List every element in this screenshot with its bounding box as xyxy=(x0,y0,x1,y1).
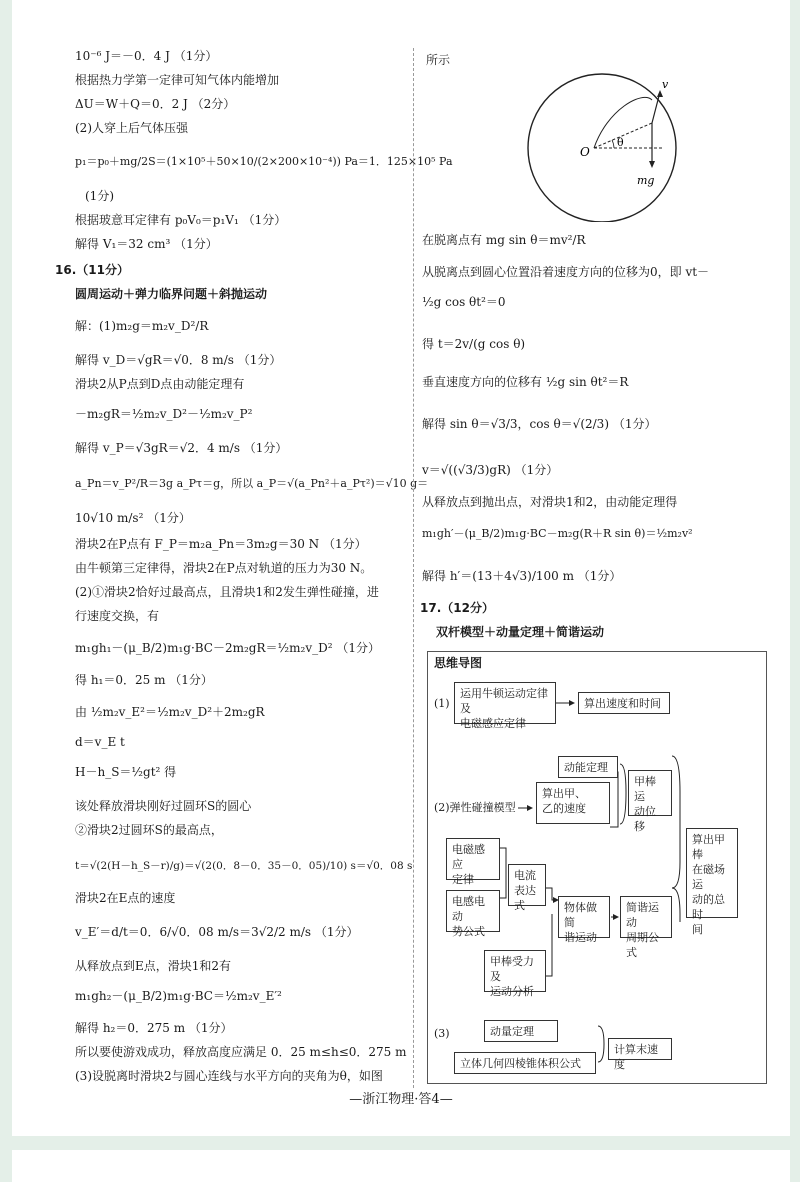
text-line: 10√10 m/s² （1分） xyxy=(75,511,191,525)
final-speed-box xyxy=(608,1038,672,1071)
circle-figure xyxy=(502,70,692,222)
label-theta: θ xyxy=(617,136,624,149)
current-expression-box xyxy=(508,864,546,912)
formula-line: m₁gh′－(μ_B/2)m₁g·BC－m₂g(R＋R sin θ)＝½m₂v² xyxy=(422,527,693,540)
page-footer: —浙江物理·答4— xyxy=(349,1092,453,1107)
box-line: 势公式 xyxy=(452,925,485,938)
box-line: 电流 xyxy=(514,869,536,882)
energy-theorem-box xyxy=(558,756,618,778)
geometry-formula-box xyxy=(454,1052,596,1074)
text-line: 根据热力学第一定律可知气体内能增加 xyxy=(75,73,280,87)
box-line: 简谐运动 xyxy=(626,901,659,929)
box-line: 电感电动 xyxy=(452,895,485,923)
formula-line: v_E′＝d/t＝0．6/√0．08 m/s＝3√2/2 m/s （1分） xyxy=(75,925,359,939)
total-time-box xyxy=(686,828,738,936)
box-line: 动位移 xyxy=(634,805,656,833)
part-1-label: (1) xyxy=(434,697,450,710)
box-line: 物体做简 xyxy=(564,901,597,929)
box-line: 乙的速度 xyxy=(542,802,586,815)
text-line: 滑块2在P点有 F_P＝m₂a_Pn＝3m₂g＝30 N （1分） xyxy=(75,537,367,551)
text-line: (3)设脱离时滑块2与圆心连线与水平方向的夹角为θ，如图 xyxy=(75,1069,383,1083)
text-line: 从释放点到抛出点，对滑块1和2，由动能定理得 xyxy=(422,495,678,509)
formula-line: 解得 h′＝(13＋4√3)/100 m （1分） xyxy=(422,569,622,583)
text-line: 根据玻意耳定律有 p₀V₀＝p₁V₁ （1分） xyxy=(75,213,287,227)
text-line: 滑块2在E点的速度 xyxy=(75,891,176,905)
box-line: 电磁感应定律 xyxy=(460,717,526,730)
box-line: 算出甲棒 xyxy=(692,833,725,861)
box-line: 算出甲、 xyxy=(542,787,586,800)
text-line: 滑块2从P点到D点由动能定理有 xyxy=(75,377,245,391)
emf-formula-box xyxy=(446,890,500,938)
box-line: 动能定理 xyxy=(564,761,608,774)
em-induction-box xyxy=(446,838,500,886)
formula-line: m₁gh₁－(μ_B/2)m₁g·BC－2m₂gR＝½m₂v_D² （1分） xyxy=(75,641,380,655)
box-line: 动量定理 xyxy=(490,1025,534,1038)
mind-map xyxy=(427,651,767,1084)
question-17-label: 17.（12分） xyxy=(420,601,494,615)
column-divider xyxy=(413,48,414,1088)
speed-time-result-box xyxy=(578,692,670,714)
text-line: 从释放点到E点，滑块1和2有 xyxy=(75,959,232,973)
formula-line: p₁＝p₀＋mg/2S＝(1×10⁵＋50×10/(2×200×10⁻⁴)) Pa＝1．125×10⁵ Pa xyxy=(75,155,453,168)
box-line: 定律 xyxy=(452,873,474,886)
box-line: 计算末速度 xyxy=(614,1043,658,1071)
box-line: 在磁场运 xyxy=(692,863,725,891)
question-17-topic: 双杆模型＋动量定理＋简谐运动 xyxy=(436,625,605,639)
force-analysis-box xyxy=(484,950,546,998)
box-line: 电磁感应 xyxy=(452,843,485,871)
text-line: 从脱离点到圆心位置沿着速度方向的位移为0，即 vt－ xyxy=(422,265,710,279)
text-line: 所以要使游戏成功，释放高度应满足 0．25 m≤h≤0．275 m xyxy=(75,1045,407,1059)
momentum-theorem-box xyxy=(484,1020,558,1042)
text-line: 解得 h₂＝0．275 m （1分） xyxy=(75,1021,233,1035)
label-v: v xyxy=(662,78,669,91)
question-16-label: 16.（11分） xyxy=(55,263,129,277)
text-line: 该处释放滑块刚好过圆环S的圆心 xyxy=(75,799,252,813)
newton-law-box xyxy=(454,682,556,730)
text-line: (2)人穿上后气体压强 xyxy=(75,121,188,135)
formula-line: 得 t＝2v/(g cos θ) xyxy=(422,337,526,351)
part-3-label: (3) xyxy=(434,1027,450,1040)
formula-line: m₁gh₂－(μ_B/2)m₁g·BC＝½m₂v_E′² xyxy=(75,989,282,1003)
text-line: 解得 v_D＝√gR＝√0．8 m/s （1分） xyxy=(75,353,282,367)
text-line: 10⁻⁶ J＝－0．4 J （1分） xyxy=(75,49,218,63)
box-line: 间 xyxy=(692,923,703,936)
text-line: 解得 v_P＝√3gR＝√2．4 m/s （1分） xyxy=(75,441,288,455)
formula-line: ½g cos θt²＝0 xyxy=(422,295,506,309)
formula-line: －m₂gR＝½m₂v_D²－½m₂v_P² xyxy=(75,407,253,421)
part-2-label: (2)弹性碰撞模型 xyxy=(434,801,516,814)
text-line: (2)①滑块2恰好过最高点，且滑块1和2发生弹性碰撞，进 xyxy=(75,585,379,599)
formula-line: 垂直速度方向的位移有 ½g sin θt²＝R xyxy=(422,375,629,389)
formula-line: 由 ½m₂v_E²＝½m₂v_D²＋2m₂gR xyxy=(75,705,265,719)
formula-line: a_Pn＝v_P²/R＝3g a_Pτ＝g，所以 a_P＝√(a_Pn²＋a_Pτ²)＝√10 g＝ xyxy=(75,477,429,490)
box-line: 运动分析 xyxy=(490,985,534,998)
speed-result-box xyxy=(536,782,610,824)
text-line: ΔU＝W＋Q＝0．2 J （2分） xyxy=(75,97,236,111)
text-line: 得 h₁＝0．25 m （1分） xyxy=(75,673,213,687)
text-line: 解得 V₁＝32 cm³ （1分） xyxy=(75,237,218,251)
formula-line: t＝√(2(H－h_S－r)/g)＝√(2(0．8－0．35－0．05)/10) s＝√0．08 s xyxy=(75,860,413,872)
period-formula-box xyxy=(620,896,672,959)
formula-line: v＝√((√3/3)gR) （1分） xyxy=(422,463,559,477)
shm-box xyxy=(558,896,610,944)
displacement-box xyxy=(628,770,672,833)
label-mg: mg xyxy=(637,174,655,187)
box-line: 周期公式 xyxy=(626,931,659,959)
next-page-edge xyxy=(12,1150,790,1182)
box-line: 甲棒运 xyxy=(634,775,656,803)
box-line: 运用牛顿运动定律及 xyxy=(460,687,548,715)
mind-map-title: 思维导图 xyxy=(434,656,483,670)
formula-line: H－h_S＝½gt² 得 xyxy=(75,765,177,779)
box-line: 算出速度和时间 xyxy=(584,697,661,710)
box-line: 谐运动 xyxy=(564,931,597,944)
text-line: ②滑块2过圆环S的最高点， xyxy=(75,823,223,837)
text-line: (1分) xyxy=(85,189,114,203)
text-line: 由牛顿第三定律得，滑块2在P点对轨道的压力为30 N。 xyxy=(75,561,373,575)
formula-line: 解得 sin θ＝√3/3，cos θ＝√(2/3) （1分） xyxy=(422,417,657,431)
formula-line: 解：(1)m₂g＝m₂v_D²/R xyxy=(75,319,209,333)
box-line: 甲棒受力及 xyxy=(490,955,534,983)
text-line: d＝v_E t xyxy=(75,735,125,749)
answer-page xyxy=(12,0,790,1136)
text-line: 所示 xyxy=(426,53,451,67)
box-line: 表达式 xyxy=(514,884,536,912)
box-line: 立体几何四棱锥体积公式 xyxy=(460,1057,581,1070)
text-line: 行速度交换，有 xyxy=(75,609,160,623)
question-16-topic: 圆周运动＋弹力临界问题＋斜抛运动 xyxy=(75,287,268,301)
box-line: 动的总时 xyxy=(692,893,725,921)
label-o: O xyxy=(580,145,590,159)
formula-line: 在脱离点有 mg sin θ＝mv²/R xyxy=(422,233,586,247)
